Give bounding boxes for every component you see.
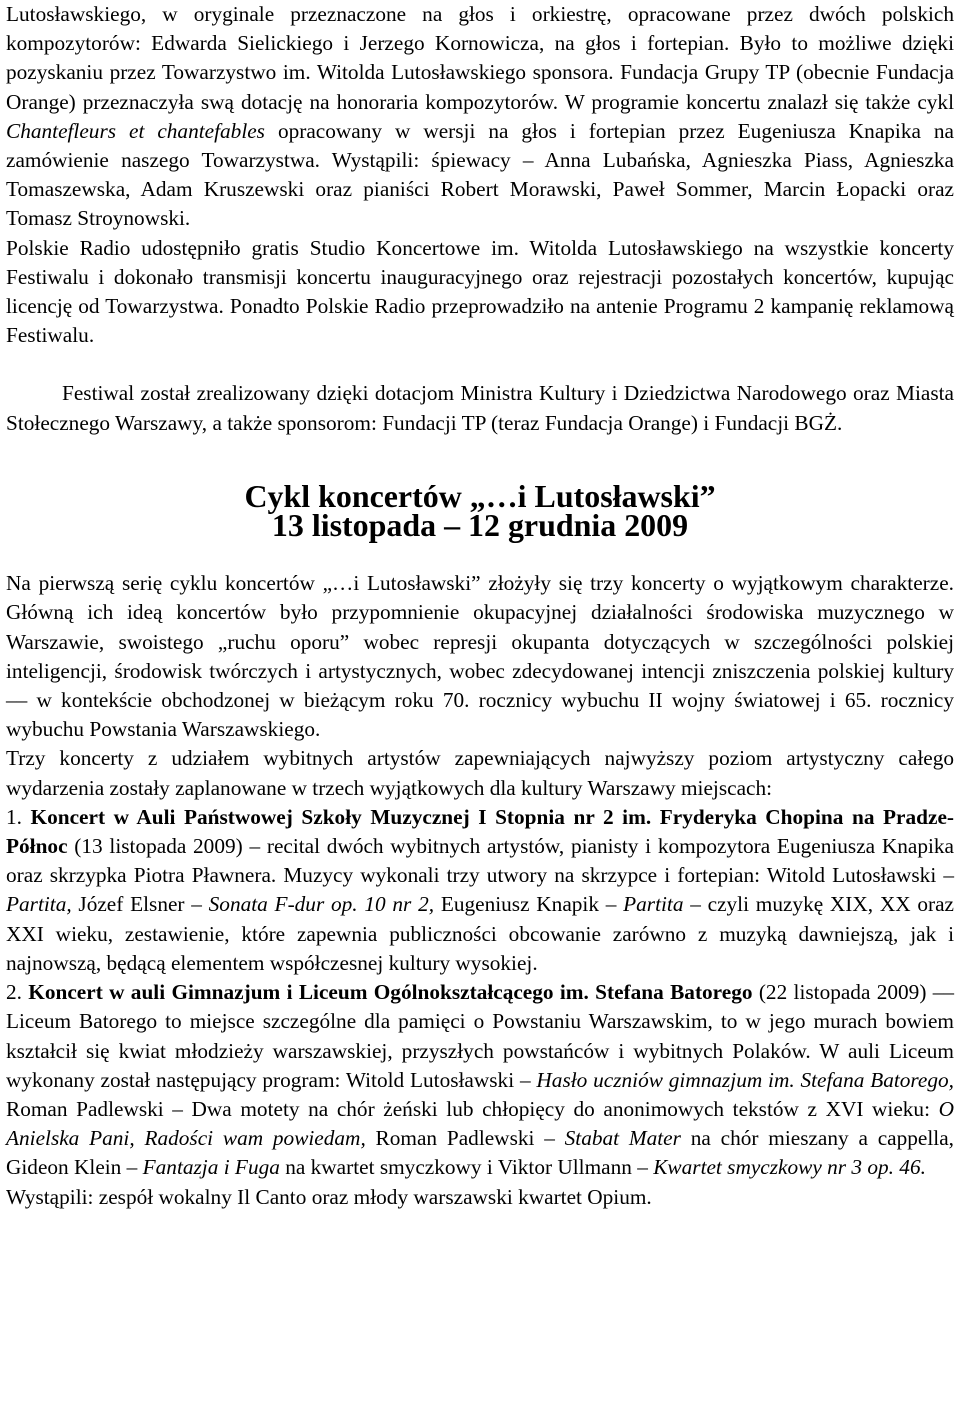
text-run: Wystąpili: zespół wokalny Il Canto oraz młody warszawski kwartet Opium. (6, 1184, 652, 1209)
text-run: Trzy koncerty z udziałem wybitnych artystów zapewniających najwyższy poziom artystyczny całego wydarzenia zostały zaplanowane w trzech wyjątkowych dla kultury Warszawy miejscach: (6, 746, 954, 800)
paragraph (6, 0, 954, 234)
section-heading (6, 478, 954, 514)
italic-text: Kwartet smyczkowy nr 3 op. 46. (653, 1155, 926, 1180)
text-run: Eugeniusz Knapik – (434, 892, 624, 917)
paragraph (6, 803, 954, 978)
paragraph (6, 234, 954, 351)
text-run: 1. (6, 804, 31, 829)
paragraph (6, 978, 954, 1182)
text-run: Lutosławskiego, w oryginale przeznaczone na głos i orkiestrę, opracowane przez dwóch polskich kompozytorów: Edwarda Sielickiego i Jerzego Kornowicza, na głos i fortepian. Było to możliwe dzięki pozyskaniu przez Towarzystwo im. Witolda Lutosławskiego sponsora. Fundacja Grupy TP (obecnie Fundacja Orange) przeznaczyła swą dotację na honoraria kompozytorów. W programie koncertu znalazł się także cykl (6, 2, 954, 114)
italic-text: Stabat Mater (564, 1126, 681, 1151)
italic-text: Hasło uczniów gimnazjum im. Stefana Batorego, (536, 1067, 954, 1092)
paragraph (6, 569, 954, 744)
text-run: Cykl koncertów „…i Lutosławski” (244, 478, 716, 514)
text-run: (13 listopada 2009) – recital dwóch wybitnych artystów, pianisty i kompozytora Eugeniusza Knapika oraz skrzypka Piotra Pławnera. Muzycy wykonali trzy utwory na skrzypce i fortepian: Witold Lutosławski – (6, 834, 954, 888)
text-run: na kwartet smyczkowy i Viktor Ullmann – (279, 1155, 654, 1180)
text-run: Polskie Radio udostępniło gratis Studio Koncertowe im. Witolda Lutosławskiego na wszystkie koncerty Festiwalu i dokonało transmisji koncertu inauguracyjnego oraz rejestracji pozostałych koncertów, kupując licencję od Towarzystwa. Ponadto Polskie Radio przeprowadziło na antenie Programu 2 kampanię reklamową Festiwalu. (6, 235, 954, 348)
italic-text: Chantefleurs et chantefables (6, 118, 265, 143)
text-run: opracowany w wersji na głos i fortepian przez Eugeniusza Knapika na zamówienie naszego Towarzystwa. Wystąpili: śpiewacy – Anna Lubańska, Agnieszka Piass, Agnieszka Tomaszewska, Adam Kruszewski oraz pianiści Robert Morawski, Paweł Sommer, Marcin Łopacki oraz Tomasz Stroynowski. (6, 118, 955, 231)
italic-text: Sonata F-dur op. 10 nr 2, (208, 892, 435, 917)
text-run: Józef Elsner – (71, 892, 209, 917)
bold-text: Koncert w Auli Państwowej Szkoły Muzycznej I Stopnia nr 2 im. Fryderyka Chopina na Pradze-Północ (6, 804, 954, 859)
bold-text: Koncert w auli Gimnazjum i Liceum Ogólnokształcącego im. Stefana Batorego (28, 980, 753, 1005)
italic-text: O Anielska Pani, Radości wam powiedam, (6, 1096, 954, 1151)
paragraph (6, 1183, 954, 1212)
text-run: Roman Padlewski – Dwa motety na chór żeński lub chłopięcy do anonimowych tekstów z XVI wieku: (6, 1096, 939, 1121)
paragraph (6, 379, 954, 437)
spacer (6, 350, 954, 379)
spacer (6, 540, 954, 569)
italic-text: Fantazja i Fuga (142, 1155, 280, 1180)
italic-text: Partita, (6, 892, 72, 917)
text-run: na chór mieszany a cappella, Gideon Klein – (6, 1126, 954, 1180)
text-run: Festiwal został zrealizowany dzięki dotacjom Ministra Kultury i Dziedzictwa Narodowego oraz Miasta Stołecznego Warszawy, a także sponsorom: Fundacji TP (teraz Fundacja Orange) i Fundacji BGŻ. (6, 381, 954, 435)
text-run: Roman Padlewski – (365, 1126, 565, 1151)
section-heading (6, 508, 954, 544)
text-run: 13 listopada – 12 grudnia 2009 (271, 508, 689, 544)
spacer (6, 438, 954, 482)
text-run: (22 listopada 2009) –– Liceum Batorego to miejsce szczególne dla pamięci o Powstaniu Warszawskim, to w jego murach bowiem kształcił się kwiat młodzieży warszawskiej, przyszłych powstańców i wybitnych Polaków. W auli Liceum wykonany został następujący program: Witold Lutosławski – (6, 980, 955, 1092)
text-run: 2. (6, 980, 29, 1005)
paragraph (6, 744, 954, 802)
italic-text: Partita (623, 892, 684, 917)
text-run: Na pierwszą serię cyklu koncertów „…i Lutosławski” złożyły się trzy koncerty o wyjątkowym charakterze. Główną ich ideą koncertów było przypomnienie okupacyjnej działalności środowiska muzycznego w Warszawie, swoistego „ruchu oporu” wobec represji okupanta dotyczących w szczególności polskiej inteligencji, środowisk twórczych i artystycznych, wobec zdecydowanej intencji zniszczenia polskiej kultury –– w kontekście obchodzonej w bieżącym roku 70. rocznicy wybuchu II wojny światowej i 65. rocznicy wybuchu Powstania Warszawskiego. (6, 571, 954, 742)
text-run: – czyli muzykę XIX, XX oraz XXI wieku, zestawienie, które zapewnia publiczności obcowanie zarówno z muzyką dawniejszą, jak i najnowszą, będącą elementem współczesnej kultury wysokiej. (6, 892, 954, 975)
